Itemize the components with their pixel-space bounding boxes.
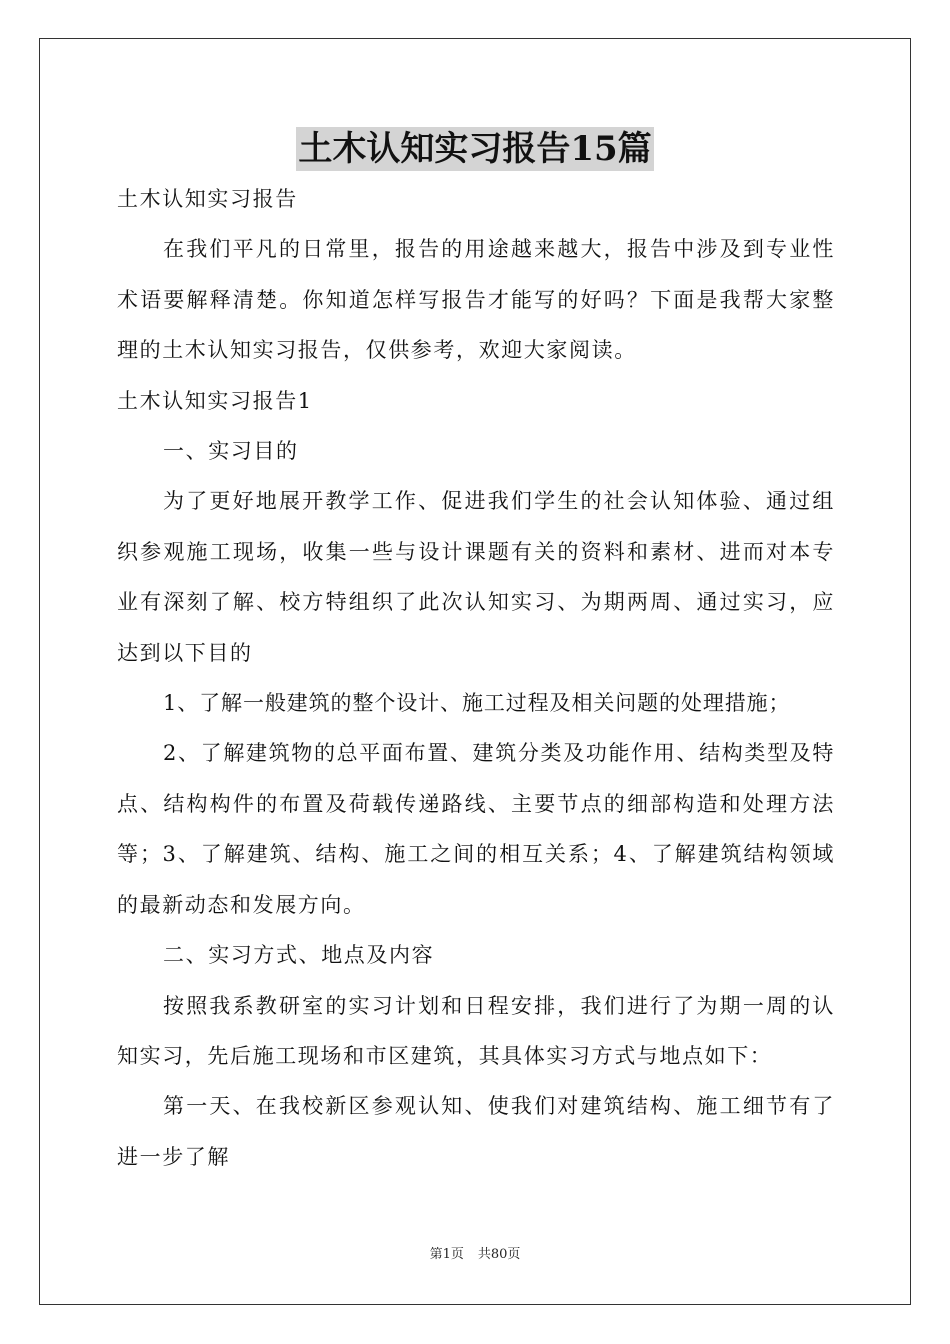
paragraph: 一、实习目的 [163, 439, 299, 464]
document-title-container [0, 124, 950, 174]
document-title: 土木认知实习报告15篇 [298, 129, 652, 169]
page-footer [0, 1245, 950, 1265]
document-body [117, 174, 835, 1182]
paragraph: 在我们平凡的日常里，报告的用途越来越大，报告中涉及到专业性术语要解释清楚。你知道怎样写报告才能写的好吗？下面是我帮大家整理的土木认知实习报告，仅供参考，欢迎大家阅读。 [117, 237, 835, 363]
paragraph: 为了更好地展开教学工作、促进我们学生的社会认知体验、通过组织参观施工现场，收集一些与设计课题有关的资料和素材、进而对本专业有深刻了解、校方特组织了此次认知实习、为期两周、通过实习，应达到以下目的 [117, 489, 835, 665]
paragraph: 土木认知实习报告 [117, 187, 298, 211]
paragraph: 1、了解一般建筑的整个设计、施工过程及相关问题的处理措施； [163, 691, 791, 716]
paragraph: 按照我系教研室的实习计划和日程安排，我们进行了为期一周的认知实习，先后施工现场和市区建筑，其具体实习方式与地点如下： [117, 993, 835, 1068]
paragraph: 2、了解建筑物的总平面布置、建筑分类及功能作用、结构类型及特点、结构构件的布置及荷载传递路线、主要节点的细部构造和处理方法等；3、了解建筑、结构、施工之间的相互关系；4、了解建筑结构领域的最新动态和发展方向。 [117, 741, 835, 917]
total-pages: 共80页 [477, 1247, 521, 1262]
paragraph: 二、实习方式、地点及内容 [163, 943, 435, 968]
paragraph: 土木认知实习报告1 [117, 388, 313, 413]
page-number: 第1页 [429, 1247, 464, 1262]
paragraph: 第一天、在我校新区参观认知、使我们对建筑结构、施工细节有了进一步了解 [117, 1094, 835, 1169]
